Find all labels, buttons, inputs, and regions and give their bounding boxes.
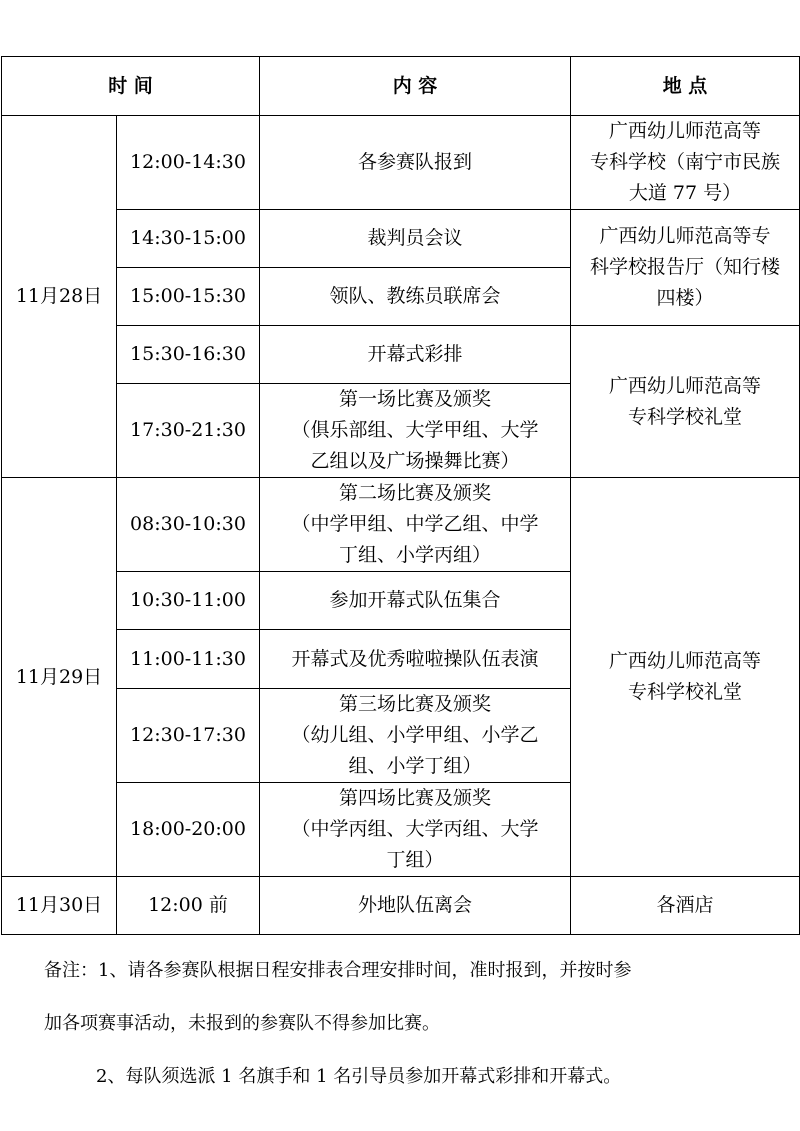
- place-line: 四楼）: [656, 287, 714, 309]
- time-cell: 15:00-15:30: [117, 268, 260, 326]
- header-row: [2, 57, 800, 116]
- place-line: 广西幼儿师范高等专: [599, 225, 771, 247]
- table-row: [2, 326, 800, 384]
- note-line-2: 加各项赛事活动，未报到的参赛队不得参加比赛。: [44, 1013, 440, 1034]
- content-line: 第一场比赛及颁奖: [338, 388, 491, 410]
- header-content: 内 容: [260, 57, 571, 116]
- time-cell: 11:00-11:30: [117, 630, 260, 689]
- time-cell: 15:30-16:30: [117, 326, 260, 384]
- time-cell: 12:00-14:30: [117, 116, 260, 210]
- content-line: 组、小学丁组）: [348, 755, 482, 777]
- day-cell: 11月30日: [2, 877, 117, 935]
- schedule-table: [1, 56, 800, 935]
- place-cell: [571, 478, 800, 877]
- note-line-1: 备注：1、请各参赛队根据日程安排表合理安排时间，准时报到，并按时参: [44, 960, 632, 981]
- content-cell: 参加开幕式队伍集合: [260, 572, 571, 630]
- content-cell: 裁判员会议: [260, 210, 571, 268]
- time-cell: 14:30-15:00: [117, 210, 260, 268]
- content-cell: 各参赛队报到: [260, 116, 571, 210]
- content-line: （中学甲组、中学乙组、中学: [291, 513, 539, 535]
- content-cell: 领队、教练员联席会: [260, 268, 571, 326]
- content-line: 乙组以及广场操舞比赛）: [310, 450, 520, 472]
- content-cell: [260, 478, 571, 572]
- content-line: 第四场比赛及颁奖: [338, 787, 491, 809]
- content-line: 丁组、小学丙组）: [338, 544, 491, 566]
- time-cell: 17:30-21:30: [117, 384, 260, 478]
- content-cell: 外地队伍离会: [260, 877, 571, 935]
- place-line: 专科学校礼堂: [627, 405, 742, 428]
- content-line: （中学丙组、大学丙组、大学: [291, 818, 539, 840]
- table-row: [2, 116, 800, 210]
- content-line: （幼儿组、小学甲组、小学乙: [291, 724, 539, 746]
- content-line: 第三场比赛及颁奖: [338, 693, 491, 715]
- time-cell: 08:30-10:30: [117, 478, 260, 572]
- place-line: 广西幼儿师范高等: [608, 120, 761, 142]
- day-cell: 11月29日: [2, 478, 117, 877]
- place-cell: [571, 326, 800, 478]
- place-line: 专科学校（南宁市民族: [589, 151, 780, 173]
- day-cell: 11月28日: [2, 116, 117, 478]
- place-cell: 各酒店: [571, 877, 800, 935]
- content-cell: 开幕式及优秀啦啦操队伍表演: [260, 630, 571, 689]
- place-line: 大道 77 号）: [628, 182, 742, 204]
- time-cell: 12:00 前: [117, 877, 260, 935]
- place-line: 广西幼儿师范高等: [608, 650, 761, 672]
- content-cell: [260, 689, 571, 783]
- content-line: 第二场比赛及颁奖: [338, 482, 491, 504]
- content-line: 丁组）: [386, 849, 444, 871]
- content-line: （俱乐部组、大学甲组、大学: [291, 419, 539, 441]
- table-row: [2, 210, 800, 268]
- content-cell: [260, 384, 571, 478]
- table-row: [2, 478, 800, 572]
- header-place: 地 点: [571, 57, 800, 116]
- note-line-3: 2、每队须选派 1 名旗手和 1 名引导员参加开幕式彩排和开幕式。: [96, 1066, 622, 1087]
- place-line: 广西幼儿师范高等: [608, 374, 761, 397]
- content-cell: 开幕式彩排: [260, 326, 571, 384]
- time-cell: 12:30-17:30: [117, 689, 260, 783]
- place-cell: [571, 210, 800, 326]
- content-cell: [260, 783, 571, 877]
- header-time: 时 间: [2, 57, 260, 116]
- place-cell: [571, 116, 800, 210]
- time-cell: 10:30-11:00: [117, 572, 260, 630]
- time-cell: 18:00-20:00: [117, 783, 260, 877]
- place-line: 专科学校礼堂: [627, 681, 742, 703]
- table-row: [2, 877, 800, 935]
- notes-section: [44, 944, 764, 1103]
- place-line: 科学校报告厅（知行楼: [589, 256, 780, 278]
